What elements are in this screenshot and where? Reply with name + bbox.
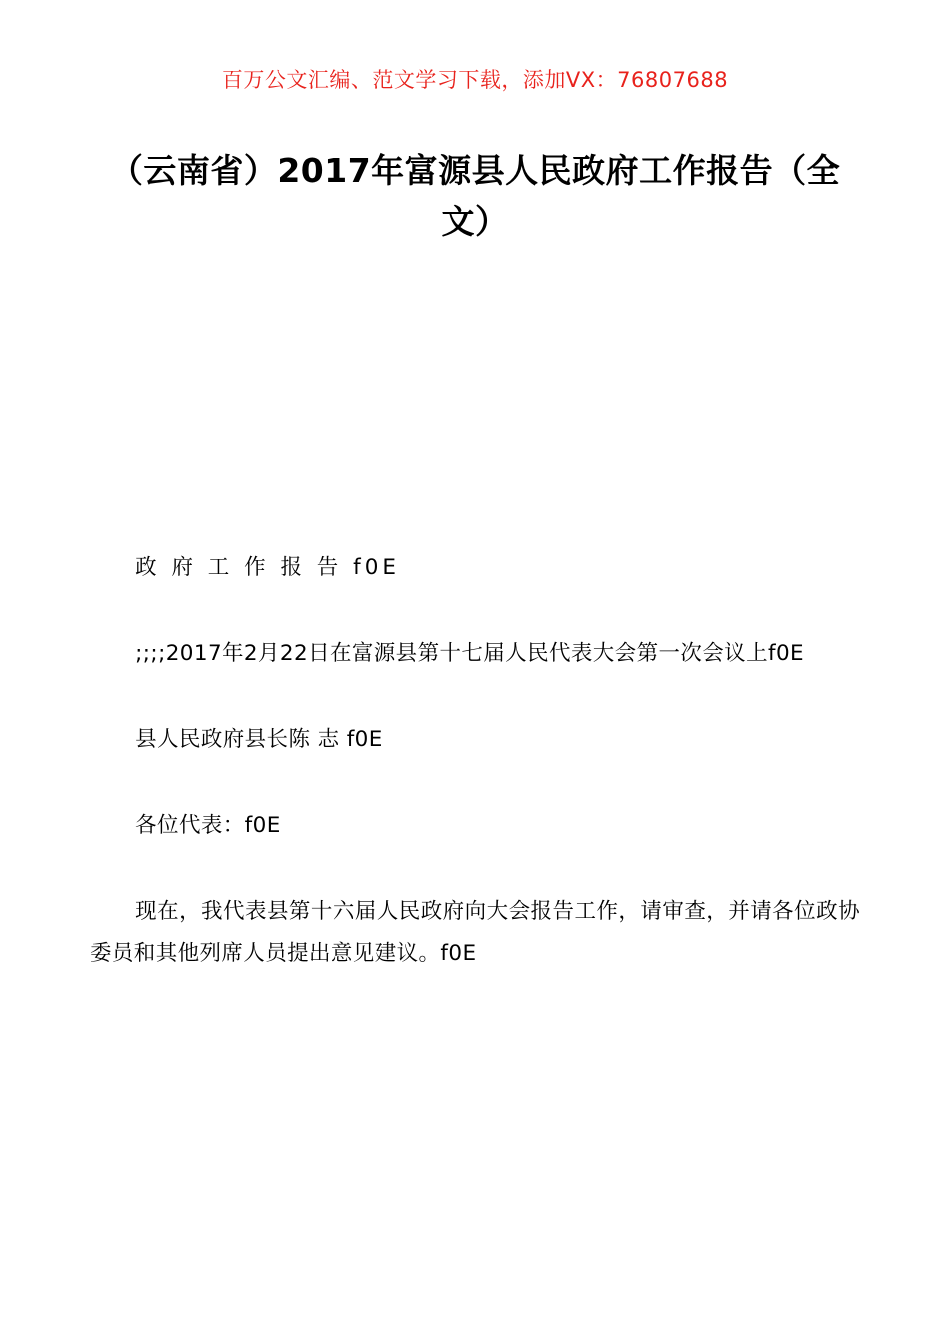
salutation-line: 各位代表：f0E	[135, 813, 281, 839]
page-title: （云南省）2017年富源县人民政府工作报告（全文）	[109, 151, 841, 242]
promo-banner-text: 百万公文汇编、范文学习下载，添加VX：76807688	[221, 68, 729, 92]
opening-paragraph: 现在，我代表县第十六届人民政府向大会报告工作，请审查，并请各位政协委员和其他列席人员提出意见建议。f0E	[90, 899, 860, 967]
report-heading: 政 府 工 作 报 告 f0E	[135, 555, 400, 581]
speaker-line: 县人民政府县长陈 志 f0E	[135, 727, 383, 753]
document-body	[90, 547, 860, 975]
meeting-line: ;;;;2017年2月22日在富源县第十七届人民代表大会第一次会议上f0E	[135, 641, 805, 667]
